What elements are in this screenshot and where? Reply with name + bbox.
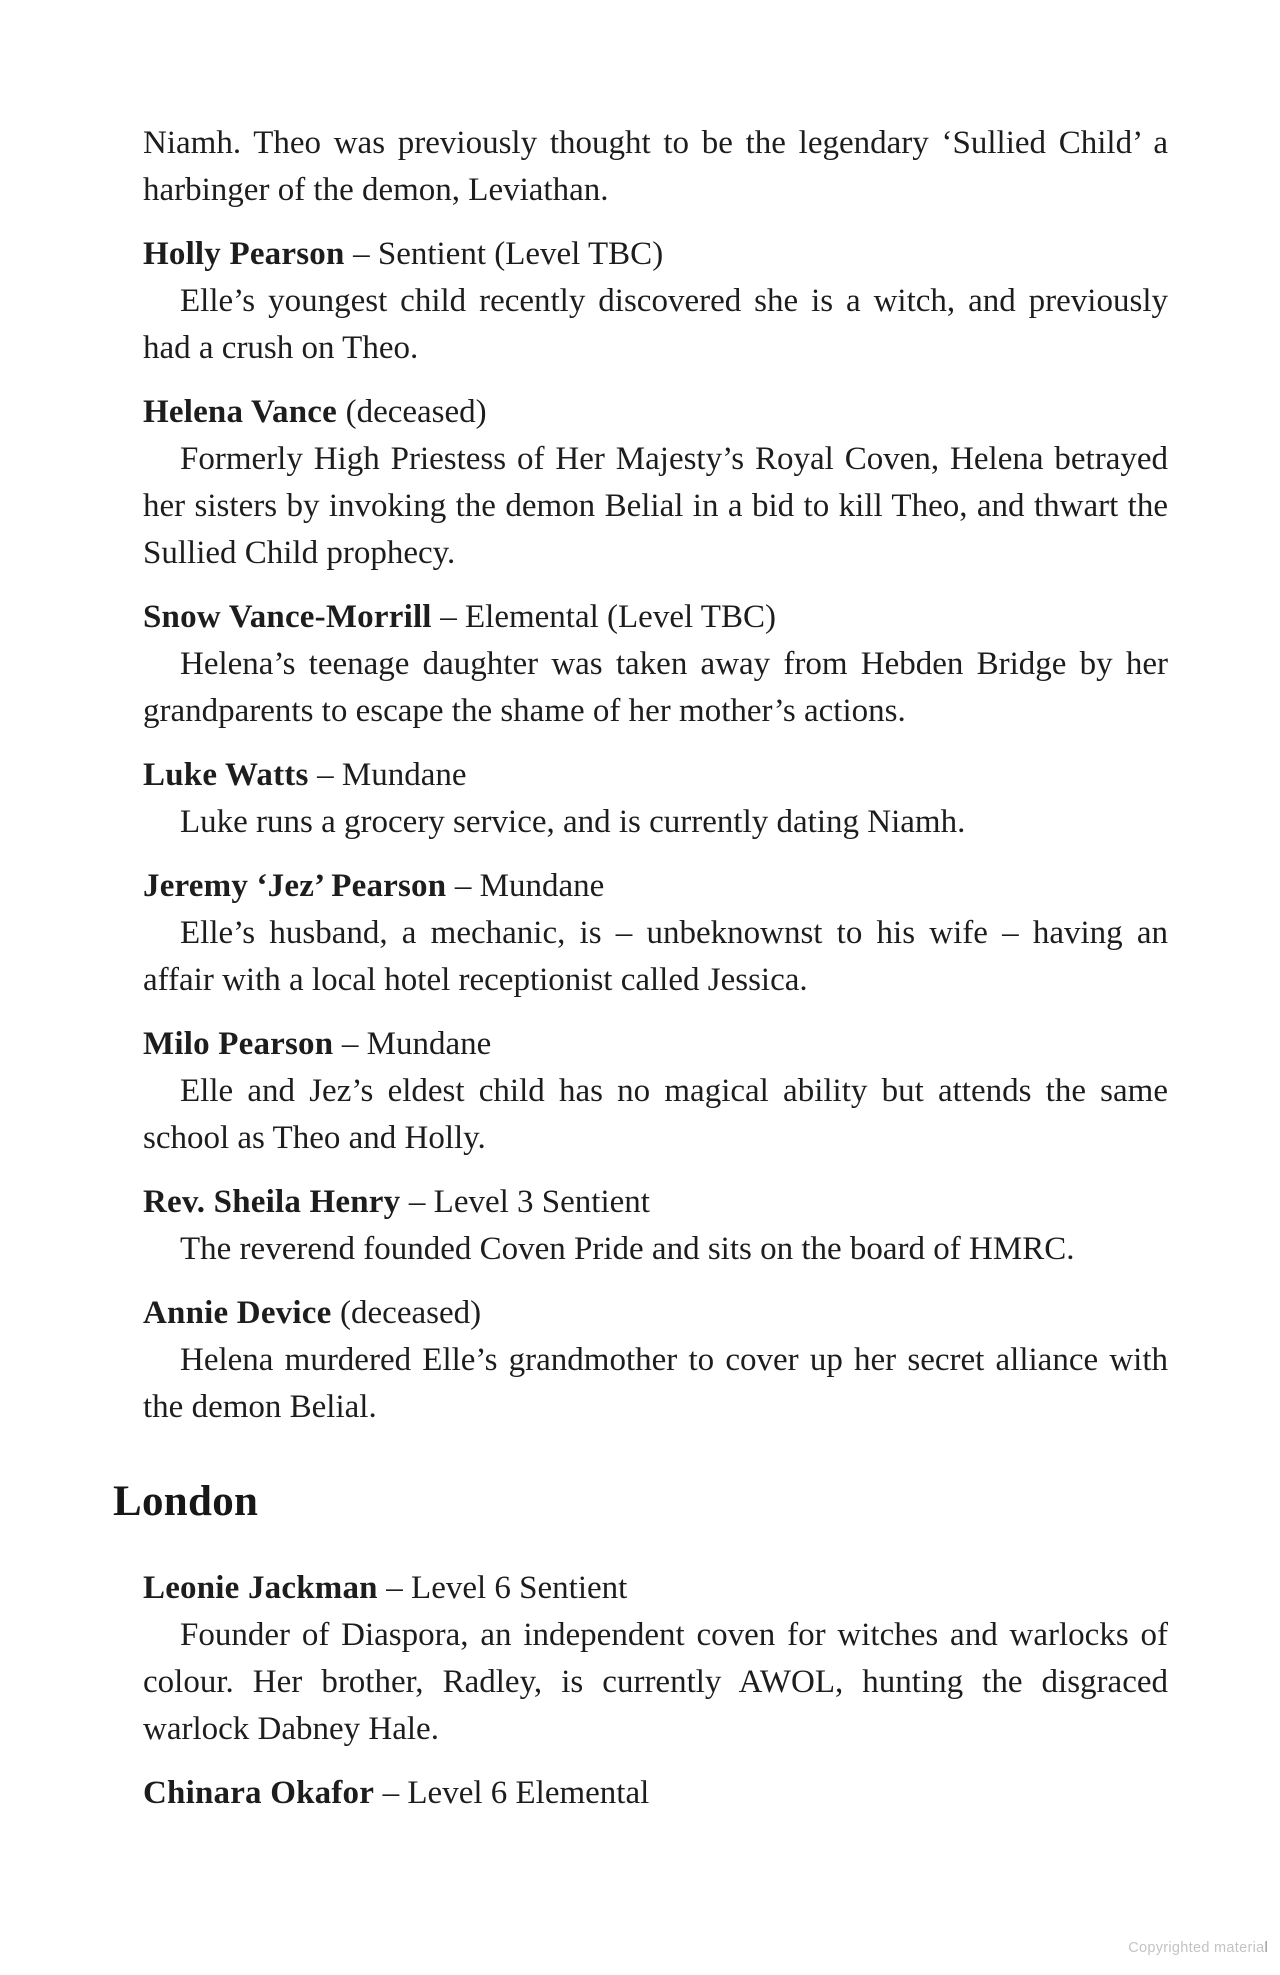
character-entry [143,1290,1168,1431]
character-description: Elle’s husband, a mechanic, is – unbeknownst to his wife – having an affair with a local hotel receptionist called Jessica. [143,915,1168,998]
character-description: Helena’s teenage daughter was taken away from Hebden Bridge by her grandparents to escape the shame of her mother’s actions. [143,646,1168,729]
character-entry [143,752,1168,846]
character-heading [143,1179,1168,1226]
character-description: Founder of Diaspora, an independent coven for witches and warlocks of colour. Her brother, Radley, is currently AWOL, hunting the disgraced warlock Dabney Hale. [143,1617,1168,1747]
character-qualifier: – Level 6 Elemental [382,1775,650,1811]
character-qualifier: – Mundane [341,1026,492,1062]
character-heading [143,752,1168,799]
character-entry [143,1021,1168,1162]
character-heading [143,1770,1168,1817]
character-entry [143,594,1168,735]
character-qualifier: – Sentient (Level TBC) [353,236,664,272]
character-entry [143,389,1168,577]
character-entry [143,863,1168,1004]
character-qualifier: – Level 6 Sentient [386,1570,628,1606]
character-qualifier: – Elemental (Level TBC) [440,599,776,635]
character-name: Snow Vance-Morrill [143,599,432,635]
character-description: Formerly High Priestess of Her Majesty’s Royal Coven, Helena betrayed her sisters by invoking the demon Belial in a bid to kill Theo, and thwart the Sullied Child prophecy. [143,441,1168,571]
character-entry [143,231,1168,372]
character-name: Luke Watts [143,757,309,793]
text-block [113,120,1168,1817]
character-entry [143,1179,1168,1273]
intro-paragraph: Niamh. Theo was previously thought to be the legendary ‘Sullied Child’ a harbinger of the demon, Leviathan. [143,125,1168,208]
character-name: Chinara Okafor [143,1775,375,1811]
character-name: Leonie Jackman [143,1570,378,1606]
character-entry [143,1565,1168,1753]
watermark-text-end: l [1264,1940,1268,1956]
character-description: Luke runs a grocery service, and is currently dating Niamh. [180,804,966,840]
character-name: Annie Device [143,1295,332,1331]
character-name: Rev. Sheila Henry [143,1184,401,1220]
character-qualifier: – Mundane [317,757,467,793]
section-heading-london: London [113,1478,259,1525]
character-name: Helena Vance [143,394,337,430]
character-heading [143,594,1168,641]
character-heading [143,1021,1168,1068]
watermark-text: Copyrighted materia [1128,1940,1265,1956]
character-description: Elle and Jez’s eldest child has no magical ability but attends the same school as Theo and Holly. [143,1073,1168,1156]
character-qualifier: (deceased) [340,1295,482,1331]
character-heading [143,1565,1168,1612]
character-heading [143,389,1168,436]
character-qualifier: – Level 3 Sentient [408,1184,650,1220]
character-description: Helena murdered Elle’s grandmother to cover up her secret alliance with the demon Belial. [143,1342,1168,1425]
character-entry [143,1770,1168,1817]
character-heading [143,863,1168,910]
character-heading [143,1290,1168,1337]
copyright-watermark [1128,1940,1268,1956]
character-description: The reverend founded Coven Pride and sits on the board of HMRC. [180,1231,1075,1267]
character-qualifier: (deceased) [345,394,487,430]
character-name: Jeremy ‘Jez’ Pearson [143,868,447,904]
character-name: Milo Pearson [143,1026,334,1062]
character-name: Holly Pearson [143,236,345,272]
character-qualifier: – Mundane [454,868,605,904]
character-description: Elle’s youngest child recently discovered she is a witch, and previously had a crush on Theo. [143,283,1168,366]
character-heading [143,231,1168,278]
